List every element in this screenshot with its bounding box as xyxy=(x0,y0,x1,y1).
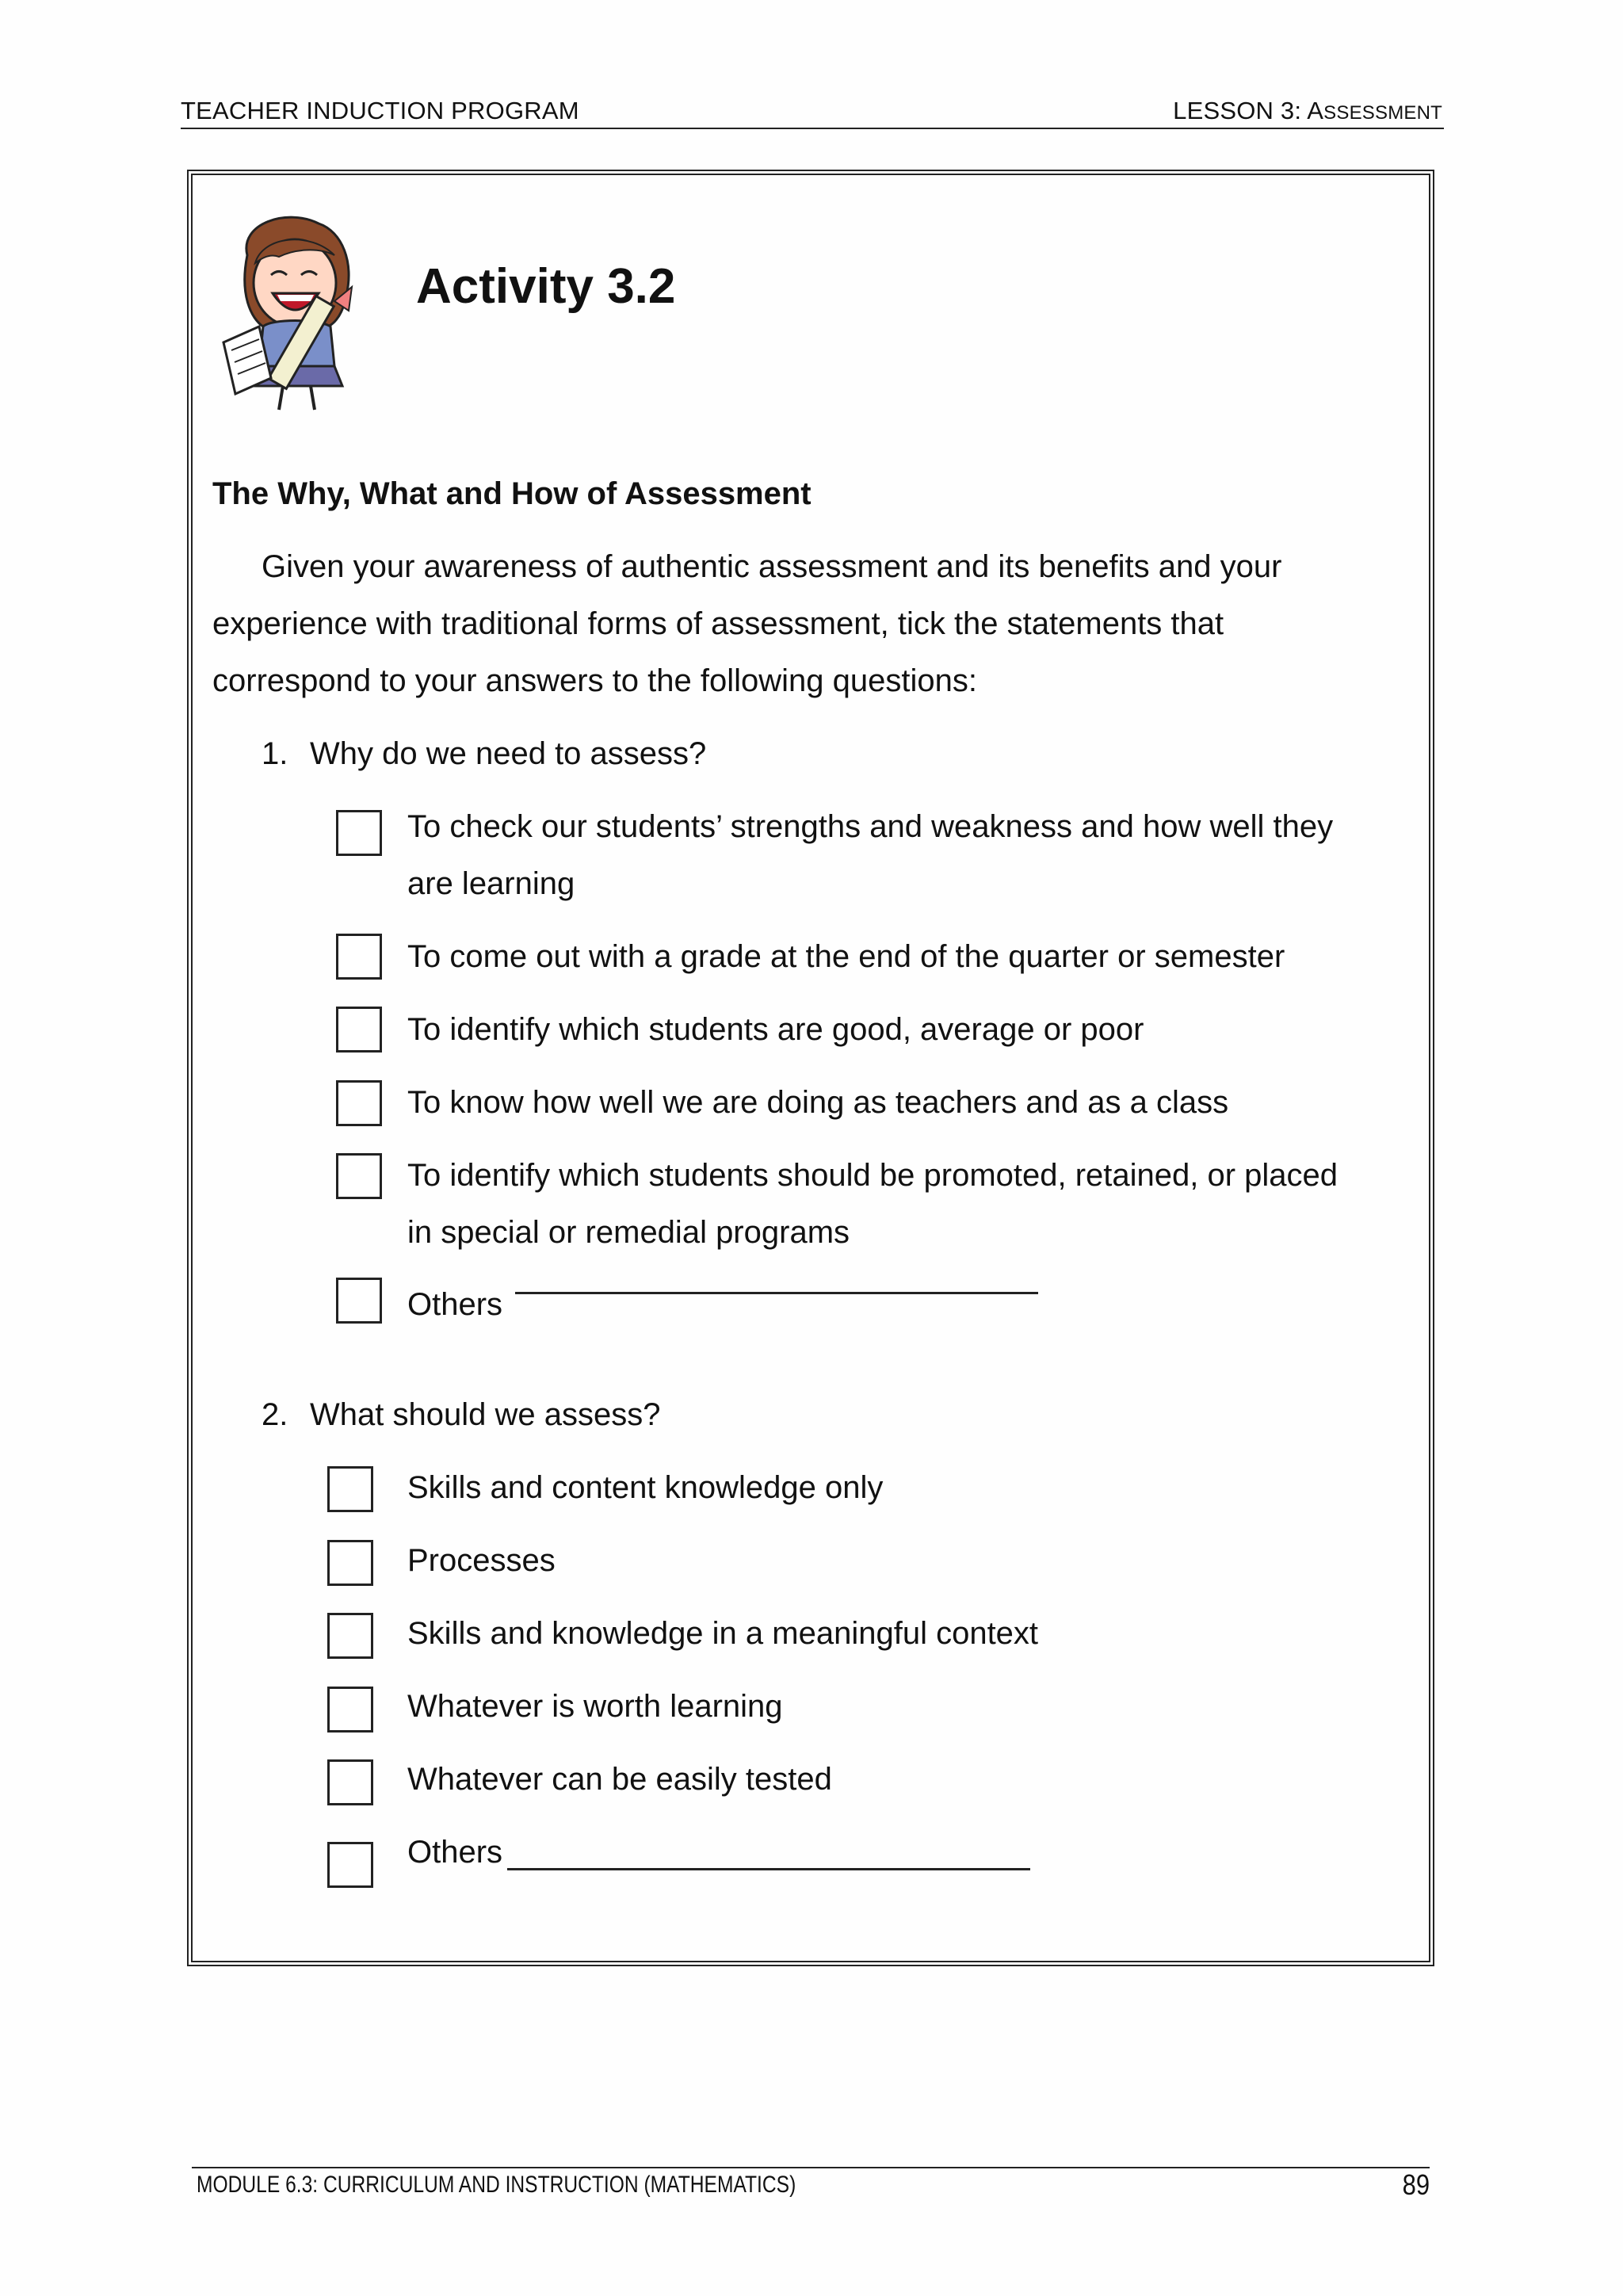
option-label: To know how well we are doing as teachers and as a class xyxy=(407,1085,1229,1120)
option-label: Others xyxy=(407,1287,503,1322)
option-label: Skills and content knowledge only xyxy=(407,1470,884,1505)
header-rule xyxy=(181,128,1444,129)
option-label: Processes xyxy=(407,1543,556,1578)
intro-line: experience with traditional forms of assessment, tick the statements that xyxy=(212,606,1224,641)
checkbox-q2-opt4[interactable] xyxy=(327,1687,373,1733)
option-label: To come out with a grade at the end of the quarter or semester xyxy=(407,939,1285,974)
option-label: To identify which students should be promoted, retained, or placed xyxy=(407,1158,1338,1193)
lesson-prefix: LESSON 3: A xyxy=(1173,97,1324,124)
checkbox-q2-opt2[interactable] xyxy=(327,1540,373,1586)
question-text: Why do we need to assess? xyxy=(310,736,707,771)
checkbox-q1-opt5[interactable] xyxy=(336,1153,382,1199)
activity-subtitle: The Why, What and How of Assessment xyxy=(212,476,812,511)
checkbox-q2-opt3[interactable] xyxy=(327,1613,373,1659)
footer-rule xyxy=(192,2167,1430,2168)
question-text: What should we assess? xyxy=(310,1397,661,1432)
option-label-continued: in special or remedial programs xyxy=(407,1215,850,1250)
checkbox-q2-opt1[interactable] xyxy=(327,1466,373,1512)
running-header-program: TEACHER INDUCTION PROGRAM xyxy=(181,97,579,124)
checkbox-q1-opt2[interactable] xyxy=(336,934,382,980)
checkbox-q1-opt1[interactable] xyxy=(336,810,382,856)
teacher-illustration xyxy=(216,208,390,414)
checkbox-q2-others[interactable] xyxy=(327,1842,373,1888)
option-label-continued: are learning xyxy=(407,866,575,901)
question-number: 2. xyxy=(262,1397,288,1432)
checkbox-q2-opt5[interactable] xyxy=(327,1759,373,1805)
others-answer-line[interactable] xyxy=(507,1868,1030,1870)
option-label: Whatever is worth learning xyxy=(407,1689,783,1724)
intro-line: Given your awareness of authentic assessment and its benefits and your xyxy=(262,549,1282,584)
intro-line: correspond to your answers to the following questions: xyxy=(212,663,977,698)
lesson-smallcaps: SSESSMENT xyxy=(1323,102,1442,124)
running-header-lesson xyxy=(1173,97,1442,125)
checkbox-q1-opt3[interactable] xyxy=(336,1007,382,1052)
question-number: 1. xyxy=(262,736,288,771)
option-label: Others xyxy=(407,1835,503,1870)
footer-module: MODULE 6.3: CURRICULUM AND INSTRUCTION (MATHEMATICS) xyxy=(197,2172,796,2198)
checkbox-q1-others[interactable] xyxy=(336,1278,382,1324)
option-label: To identify which students are good, average or poor xyxy=(407,1012,1144,1047)
checkbox-q1-opt4[interactable] xyxy=(336,1080,382,1126)
others-answer-line[interactable] xyxy=(515,1292,1038,1294)
activity-frame xyxy=(187,170,1434,1966)
page-number: 89 xyxy=(1402,2168,1430,2201)
activity-title: Activity 3.2 xyxy=(416,259,676,314)
option-label: Skills and knowledge in a meaningful context xyxy=(407,1616,1039,1651)
option-label: Whatever can be easily tested xyxy=(407,1762,832,1797)
option-label: To check our students’ strengths and weakness and how well they xyxy=(407,809,1334,844)
